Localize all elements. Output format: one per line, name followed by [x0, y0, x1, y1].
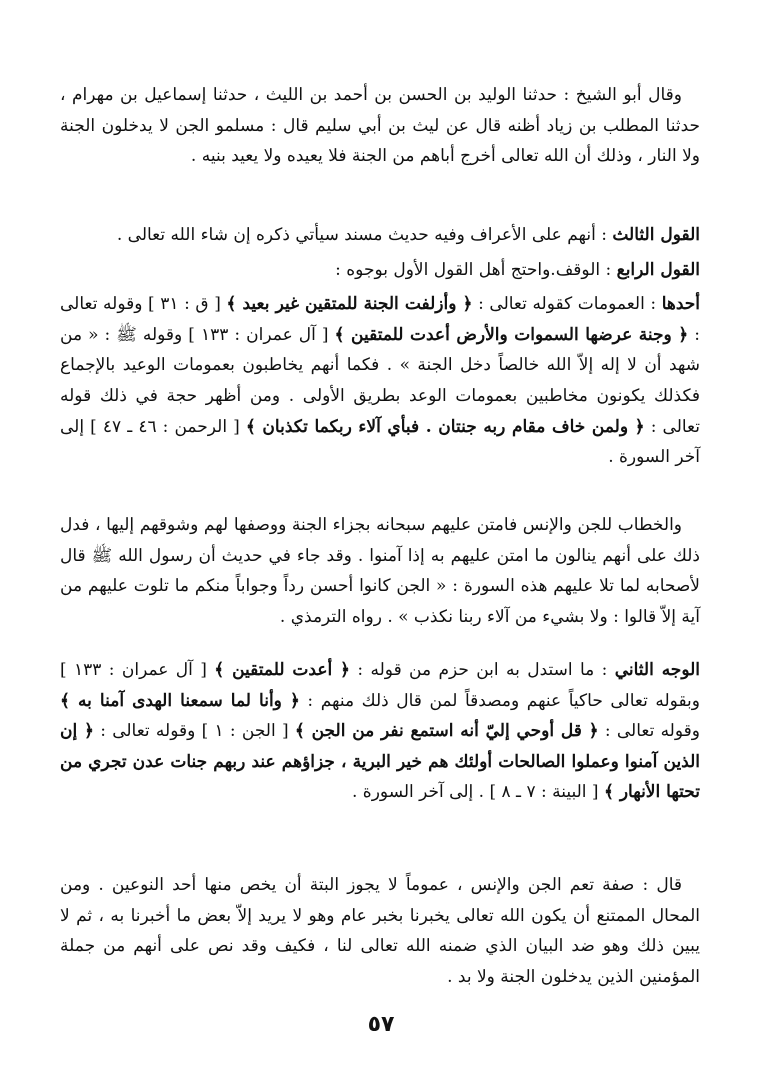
second-aspect-text-a: : ما استدل به ابن حزم من قوله : — [350, 660, 615, 680]
quran-verse-al-imran: ﴿ وجنة عرضها السموات والأرض أعدت للمتقين ﴾ — [334, 324, 689, 345]
text-block-4 — [60, 655, 700, 812]
paragraph-second-aspect — [60, 655, 700, 808]
fourth-opinion-text: : الوقف.واحتج أهل القول الأول بوجوه : — [335, 259, 617, 280]
paragraph-third-opinion — [60, 220, 700, 251]
quran-verse-bayyina: ﴿ إن الذين آمنوا وعملوا الصالحات أولئك هم خير البرية ، جزاؤهم عند ربهم جنات عدن تجري من تحتها الأنهار ﴾ — [60, 721, 700, 803]
text-block-2 — [60, 220, 700, 477]
quran-verse-jinn: ﴿ قل أوحي إليّ أنه استمع نفر من الجن ﴾ — [294, 721, 599, 742]
quran-verse-prepared: ﴿ أعدت للمتقين ﴾ — [214, 660, 351, 680]
heading-fourth-opinion: القول الرابع — [616, 259, 700, 280]
paragraph-fourth-opinion — [60, 255, 700, 286]
second-aspect-text-d: [ الجن : ١ ] وقوله تعالى : — [93, 721, 295, 742]
quran-verse-qaf: ﴿ وأزلفت الجنة للمتقين غير بعيد ﴾ — [226, 294, 473, 315]
heading-third-opinion: القول الثالث — [612, 225, 700, 245]
first-proof-text-b: [ ق : ٣١ ] وقوله تعالى : — [60, 294, 700, 345]
page-number: ٥٧ — [367, 1012, 395, 1037]
quran-verse-we-heard: ﴿ وأنا لما سمعنا الهدى آمنا به ﴾ — [60, 690, 300, 711]
heading-second-aspect: الوجه الثاني — [614, 660, 701, 680]
first-proof-text-c: [ آل عمران : ١٣٣ ] وقوله ﷺ : « من شهد أن لا إله إلاّ الله خالصاً دخل الجنة » . فكما أنهم يخاطبون بعمومات الوعيد بالإجماع فكذلك يكونون مخاطبين بعمومات الوعد بطريق الأولى . ومن أظهر حجة في ذلك قوله تعالى : — [60, 324, 700, 437]
paragraph-abu-al-shaykh: وقال أبو الشيخ : حدثنا الوليد بن الحسن بن أحمد بن الليث ، حدثنا إسماعيل بن مهرام ، حدثنا المطلب بن زياد أظنه قال عن ليث بن أبي سليم قال : مسلمو الجن لا يدخلون الجنة ولا النار ، وذلك أن الله تعالى أخرج أباهم من الجنة فلا يعيده ولا يعيد بنيه . — [60, 85, 700, 167]
paragraph-he-said: قال : صفة تعم الجن والإنس ، عموماً لا يجوز البتة أن يخص منها أحد النوعين . ومن المحال الممتنع أن يكون الله تعالى يخبرنا بخبر عام وهو لا يريد إلاّ بعض ما أخبرنا به ، ثم لا يبين ذلك وهو ضد البيان الذي ضمنه الله تعالى لنا ، فكيف وقد نص على أنهم من جملة المؤمنين الذين يدخلون الجنة ولا بد . — [60, 875, 700, 987]
heading-first-proof: أحدها — [661, 294, 701, 315]
second-aspect-text-c: وقوله تعالى : — [598, 721, 700, 742]
paragraph-address-jinn-humans: والخطاب للجن والإنس فامتن عليهم سبحانه بجزاء الجنة ووصفها لهم وشوقهم إليها ، فدل ذلك على أنهم ينالون ما امتن عليهم به إذا آمنوا . وقد جاء في حديث أن رسول الله ﷺ قال لأصحابه لما تلا عليهم هذه السورة : « الجن كانوا أحسن رداً وجواباً منكم ما تلوت عليهم من آية إلاّ قالوا : ولا بشيء من آلاء ربنا نكذب » . رواه الترمذي . — [60, 515, 700, 627]
text-block-1 — [60, 80, 700, 176]
first-proof-text-d: [ الرحمن : ٤٦ ـ ٤٧ ] إلى آخر السورة . — [60, 416, 700, 468]
text-block-3 — [60, 510, 700, 636]
paragraph-first-proof — [60, 289, 700, 473]
text-block-5 — [60, 870, 700, 996]
quran-verse-rahman: ﴿ ولمن خاف مقام ربه جنتان . فبأي آلاء ربكما تكذبان ﴾ — [245, 416, 645, 437]
second-aspect-text-e: [ البينة : ٧ ـ ٨ ] . إلى آخر السورة . — [351, 782, 604, 803]
third-opinion-text: : أنهم على الأعراف وفيه حديث مسند سيأتي ذكره إن شاء الله تعالى . — [116, 225, 613, 245]
first-proof-text-a: : العمومات كقوله تعالى : — [472, 294, 662, 315]
second-aspect-text-b: [ آل عمران : ١٣٣ ] وبقوله تعالى حاكياً عنهم ومصدقاً لمن قال ذلك منهم : — [60, 660, 700, 711]
